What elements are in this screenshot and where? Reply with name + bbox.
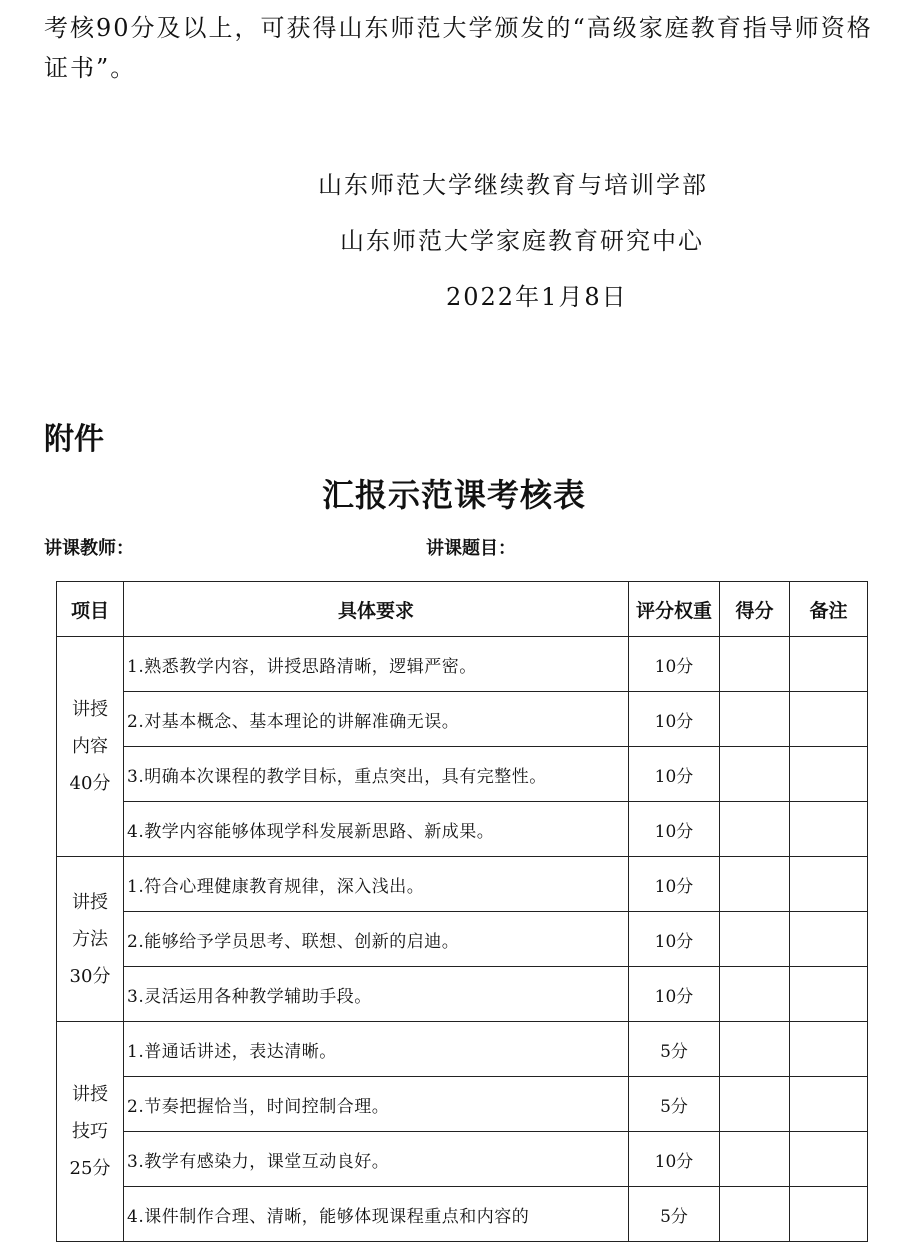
weight-cell: 10分 [629, 1132, 720, 1187]
category-content [57, 637, 124, 857]
signature-date: 2022年1月8日 [446, 283, 628, 311]
requirement-cell: 2.节奏把握恰当，时间控制合理。 [124, 1077, 629, 1132]
remark-cell[interactable] [790, 912, 868, 967]
requirement-cell: 4.教学内容能够体现学科发展新思路、新成果。 [124, 802, 629, 857]
table-row [57, 747, 868, 802]
score-cell[interactable] [720, 692, 790, 747]
remark-cell[interactable] [790, 967, 868, 1022]
requirement-cell: 1.熟悉教学内容，讲授思路清晰，逻辑严密。 [124, 637, 629, 692]
header-item: 项目 [57, 582, 124, 637]
requirement-cell: 3.灵活运用各种教学辅助手段。 [124, 967, 629, 1022]
score-cell[interactable] [720, 1022, 790, 1077]
weight-cell: 10分 [629, 857, 720, 912]
score-cell[interactable] [720, 967, 790, 1022]
requirement-cell: 1.符合心理健康教育规律，深入浅出。 [124, 857, 629, 912]
intro-paragraph: 考核90分及以上，可获得山东师范大学颁发的“高级家庭教育指导师资格证书”。 [44, 14, 873, 82]
header-requirement: 具体要求 [124, 582, 629, 637]
remark-cell[interactable] [790, 1077, 868, 1132]
header-score: 得分 [720, 582, 790, 637]
signature-org-continuing-education: 山东师范大学继续教育与培训学部 [318, 171, 708, 199]
category-method [57, 857, 124, 1022]
requirement-cell: 3.明确本次课程的教学目标，重点突出，具有完整性。 [124, 747, 629, 802]
weight-cell: 10分 [629, 912, 720, 967]
assessment-table [56, 581, 868, 1242]
score-cell[interactable] [720, 1077, 790, 1132]
table-row [57, 1022, 868, 1077]
table-row [57, 1132, 868, 1187]
score-cell[interactable] [720, 802, 790, 857]
score-cell[interactable] [720, 637, 790, 692]
weight-cell: 5分 [629, 1022, 720, 1077]
category-skill [57, 1022, 124, 1242]
form-title: 汇报示范课考核表 [321, 476, 586, 514]
requirement-cell: 4.课件制作合理、清晰，能够体现课程重点和内容的 [124, 1187, 629, 1242]
weight-cell: 10分 [629, 967, 720, 1022]
remark-cell[interactable] [790, 692, 868, 747]
table-row [57, 692, 868, 747]
table-row [57, 1077, 868, 1132]
table-row [57, 1187, 868, 1242]
weight-cell: 5分 [629, 1077, 720, 1132]
requirement-cell: 2.能够给予学员思考、联想、创新的启迪。 [124, 912, 629, 967]
category-label-line: 方法 [72, 928, 108, 950]
header-remark: 备注 [790, 582, 868, 637]
table-row [57, 802, 868, 857]
remark-cell[interactable] [790, 1187, 868, 1242]
requirement-cell: 1.普通话讲述，表达清晰。 [124, 1022, 629, 1077]
attachment-label: 附件 [44, 422, 104, 457]
table-header-row [57, 582, 868, 637]
weight-cell: 10分 [629, 692, 720, 747]
remark-cell[interactable] [790, 1132, 868, 1187]
weight-cell: 10分 [629, 747, 720, 802]
category-points: 25分 [69, 1158, 111, 1179]
teacher-field-label: 讲课教师： [44, 538, 134, 559]
table-row [57, 857, 868, 912]
remark-cell[interactable] [790, 802, 868, 857]
category-points: 30分 [69, 965, 111, 987]
score-cell[interactable] [720, 1187, 790, 1242]
category-label-line: 讲授 [72, 1084, 108, 1105]
category-label-line: 内容 [72, 736, 108, 757]
weight-cell: 10分 [629, 802, 720, 857]
requirement-cell: 2.对基本概念、基本理论的讲解准确无误。 [124, 692, 629, 747]
category-label-line: 讲授 [72, 891, 108, 913]
score-cell[interactable] [720, 1132, 790, 1187]
score-cell[interactable] [720, 747, 790, 802]
category-label-line: 技巧 [72, 1121, 108, 1142]
remark-cell[interactable] [790, 1022, 868, 1077]
score-cell[interactable] [720, 857, 790, 912]
table-row [57, 912, 868, 967]
header-weight: 评分权重 [629, 582, 720, 637]
signature-org-family-education-center: 山东师范大学家庭教育研究中心 [340, 227, 704, 255]
topic-field-label: 讲课题目： [426, 538, 516, 559]
table-row [57, 637, 868, 692]
remark-cell[interactable] [790, 747, 868, 802]
table-row [57, 967, 868, 1022]
score-cell[interactable] [720, 912, 790, 967]
weight-cell: 5分 [629, 1187, 720, 1242]
category-points: 40分 [69, 773, 111, 794]
remark-cell[interactable] [790, 637, 868, 692]
category-label-line: 讲授 [72, 699, 108, 720]
remark-cell[interactable] [790, 857, 868, 912]
weight-cell: 10分 [629, 637, 720, 692]
requirement-cell: 3.教学有感染力，课堂互动良好。 [124, 1132, 629, 1187]
